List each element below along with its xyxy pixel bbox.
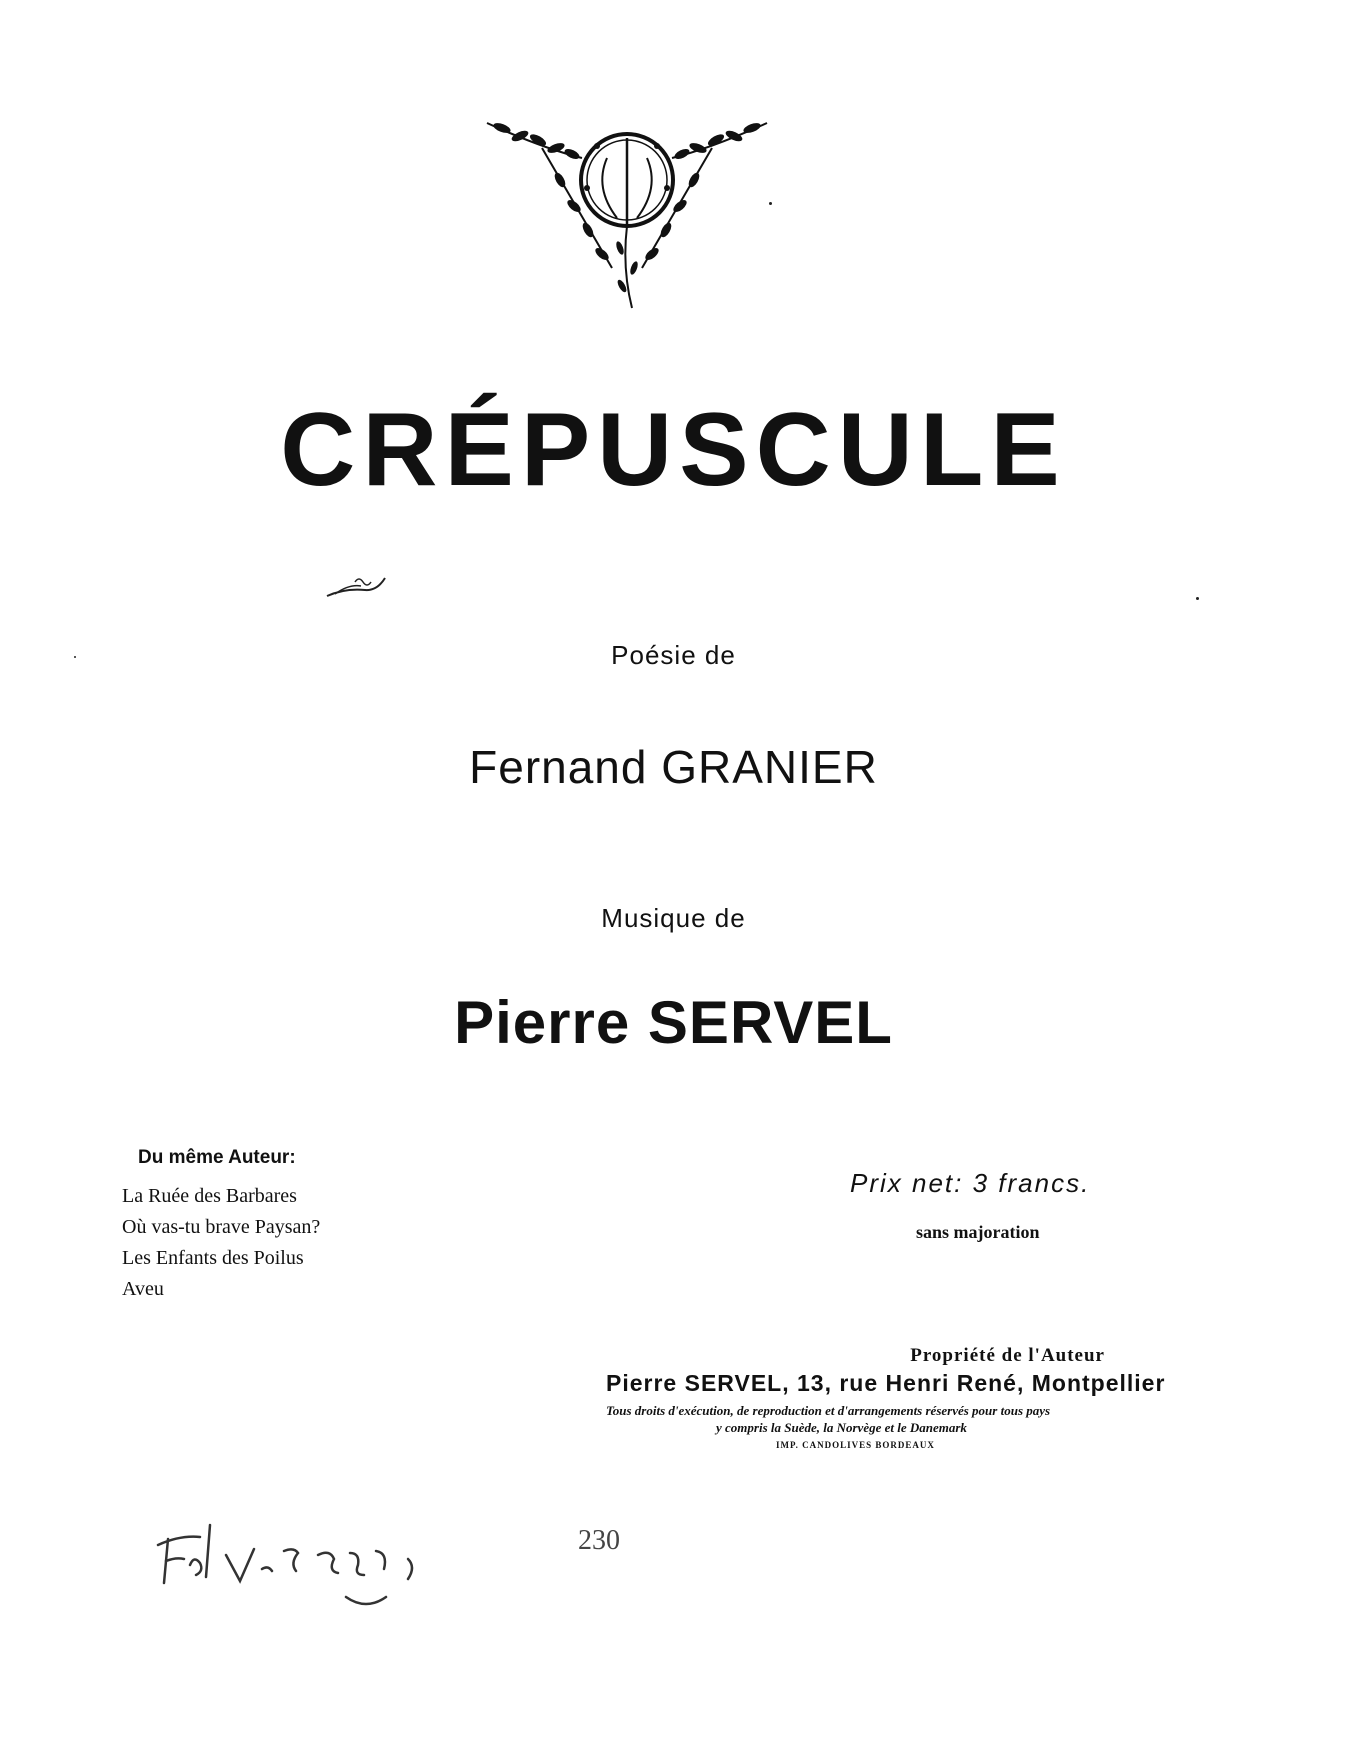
rights-notice-text-2: y compris la Suède, la Norvège et le Danemark: [716, 1420, 967, 1435]
poet-name: Fernand GRANIER: [469, 741, 878, 793]
same-author-works-list: [122, 1181, 320, 1305]
list-item: Où vas-tu brave Paysan?: [122, 1216, 321, 1238]
price-note: sans majoration: [916, 1222, 1040, 1242]
speck-mark: [1196, 597, 1199, 600]
rights-notice-text-1: Tous droits d'exécution, de reproduction et d'arrangements réservés pour tous pays: [606, 1403, 1051, 1418]
list-item: Les Enfants des Poilus: [122, 1247, 304, 1269]
same-author-heading: Du même Auteur:: [138, 1147, 296, 1168]
speck-mark: [74, 656, 76, 658]
list-item: La Ruée des Barbares: [122, 1185, 297, 1207]
small-flourish-icon: [325, 574, 389, 602]
music-by-label: Musique de: [601, 903, 746, 933]
laurel-wreath-lyre-icon: [482, 118, 772, 314]
stamp-number: 230: [578, 1525, 620, 1556]
handwritten-signature-icon: [150, 1505, 450, 1615]
publisher-address-text: Pierre SERVEL, 13, rue Henri René, Montpellier: [606, 1370, 1166, 1396]
page-title: CRÉPUSCULE: [280, 392, 1067, 508]
price-text: Prix net: 3 francs.: [850, 1168, 1091, 1198]
list-item: Aveu: [122, 1278, 164, 1300]
ownership-label-text: Propriété de l'Auteur: [910, 1345, 1105, 1366]
poem-by-label: Poésie de: [611, 640, 736, 670]
composer-name: Pierre SERVEL: [454, 989, 893, 1056]
printer-imprint-text: IMP. CANDOLIVES BORDEAUX: [776, 1440, 935, 1450]
speck-mark: [769, 202, 772, 205]
